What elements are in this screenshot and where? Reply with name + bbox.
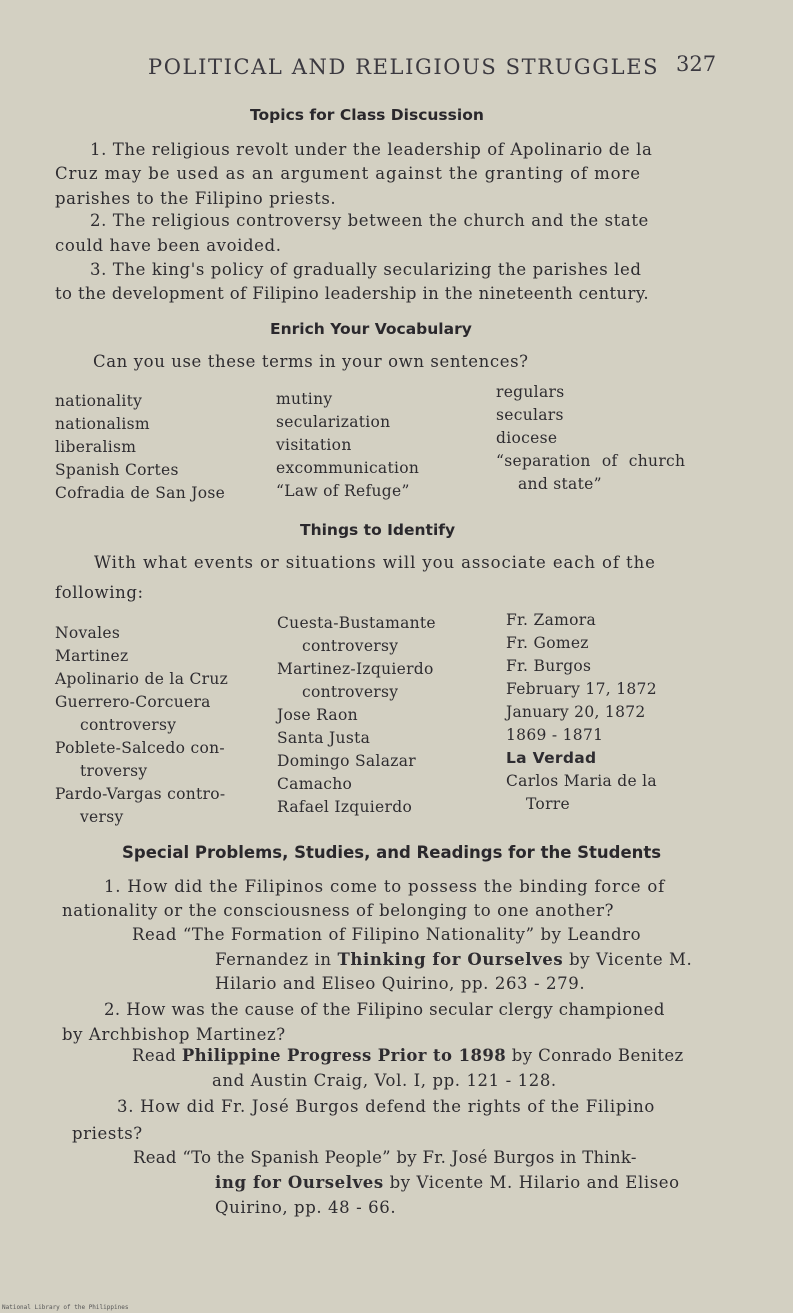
term: nationality [55,392,143,410]
topics-line: 2. The religious controversy between the church and the state [90,211,649,230]
term: “Law of Refuge” [276,482,410,500]
identify-item: Cuesta-Bustamante [277,614,436,632]
reading-1: Hilario and Eliseo Quirino, pp. 263 - 279. [215,974,586,993]
term: diocese [496,429,558,447]
term: excommunication [276,459,420,477]
term: and state” [518,475,602,493]
identify-prompt: With what events or situations will you associate each of the [94,553,656,572]
topics-line: Cruz may be used as an argument against the granting of more [55,164,641,183]
reading-1: Read “The Formation of Filipino Nationality” by Leandro [132,925,642,944]
identify-item: Carlos Maria de la [506,772,657,790]
term: liberalism [55,438,137,456]
identify-item: 1869 - 1871 [506,726,604,744]
identify-item: Martinez [55,647,129,665]
term: seculars [496,406,564,424]
identify-item: controversy [302,683,399,701]
vocabulary-column-2 [276,388,419,503]
term: mutiny [276,390,333,408]
vocabulary-column-1 [55,390,225,505]
identify-item: versy [80,808,124,826]
identify-item: Camacho [277,775,353,793]
topics-heading: Topics for Class Discussion [250,106,484,124]
question-2: 2. How was the cause of the Filipino secular clergy championed [104,1000,665,1019]
running-header: POLITICAL AND RELIGIOUS STRUGGLES [148,55,660,79]
term: Cofradia de San Jose [55,484,226,502]
reading-3: Quirino, pp. 48 - 66. [215,1198,397,1217]
identify-item: La Verdad [506,749,597,767]
identify-item: Guerrero-Corcuera [55,693,211,711]
identify-item: Pardo-Vargas contro- [55,785,226,803]
topics-line: parishes to the Filipino priests. [55,189,337,208]
identify-item: Domingo Salazar [277,752,416,770]
identify-item: February 17, 1872 [506,680,657,698]
identify-item: controversy [302,637,399,655]
identify-item: Jose Raon [277,706,358,724]
identify-item: Martinez-Izquierdo [277,660,434,678]
identify-column-3 [506,609,657,816]
page-number: 327 [676,52,717,76]
topics-line: could have been avoided. [55,236,282,255]
identify-item: Rafael Izquierdo [277,798,413,816]
question-1: 1. How did the Filipinos come to possess the binding force of [104,877,666,896]
question-1: nationality or the consciousness of belonging to one another? [62,901,615,920]
identify-prompt: following: [55,583,144,602]
special-heading: Special Problems, Studies, and Readings for the Students [122,843,662,862]
vocabulary-column-3 [496,381,685,496]
question-2: by Archbishop Martinez? [62,1025,286,1044]
topics-line: 1. The religious revolt under the leadership of Apolinario de la [90,140,653,159]
identify-column-2 [277,612,436,819]
reading-2: Read Philippine Progress Prior to 1898 by Conrado Benitez [132,1046,684,1065]
term: Spanish Cortes [55,461,179,479]
identify-item: Fr. Burgos [506,657,592,675]
term: visitation [276,436,352,454]
topics-line: 3. The king's policy of gradually secularizing the parishes led [90,260,642,279]
question-3: 3. How did Fr. José Burgos defend the rights of the Filipino [117,1097,656,1116]
topics-line: to the development of Filipino leadership in the nineteenth century. [55,284,650,303]
reading-2: and Austin Craig, Vol. I, pp. 121 - 128. [212,1071,557,1090]
reading-1: Fernandez in Thinking for Ourselves by Vicente M. [215,950,693,969]
term: nationalism [55,415,150,433]
question-3: priests? [72,1124,143,1143]
vocabulary-heading: Enrich Your Vocabulary [270,320,472,338]
identify-column-1 [55,622,228,829]
identify-item: January 20, 1872 [506,703,646,721]
term: regulars [496,383,565,401]
identify-heading: Things to Identify [300,521,456,539]
identify-item: Fr. Gomez [506,634,589,652]
identify-item: troversy [80,762,148,780]
term: secularization [276,413,391,431]
identify-item: Torre [526,795,570,813]
identify-item: Santa Justa [277,729,371,747]
identify-item: Novales [55,624,121,642]
identify-item: Poblete-Salcedo con- [55,739,225,757]
identify-item: Fr. Zamora [506,611,597,629]
identify-item: Apolinario de la Cruz [55,670,229,688]
footer-credit: National Library of the Philippines [2,1304,129,1311]
term: “separation of church [496,452,686,470]
reading-3: ing for Ourselves by Vicente M. Hilario and Eliseo [215,1173,680,1192]
reading-3: Read “To the Spanish People” by Fr. José Burgos in Think- [133,1148,637,1167]
vocabulary-prompt: Can you use these terms in your own sentences? [93,352,529,371]
identify-item: controversy [80,716,177,734]
